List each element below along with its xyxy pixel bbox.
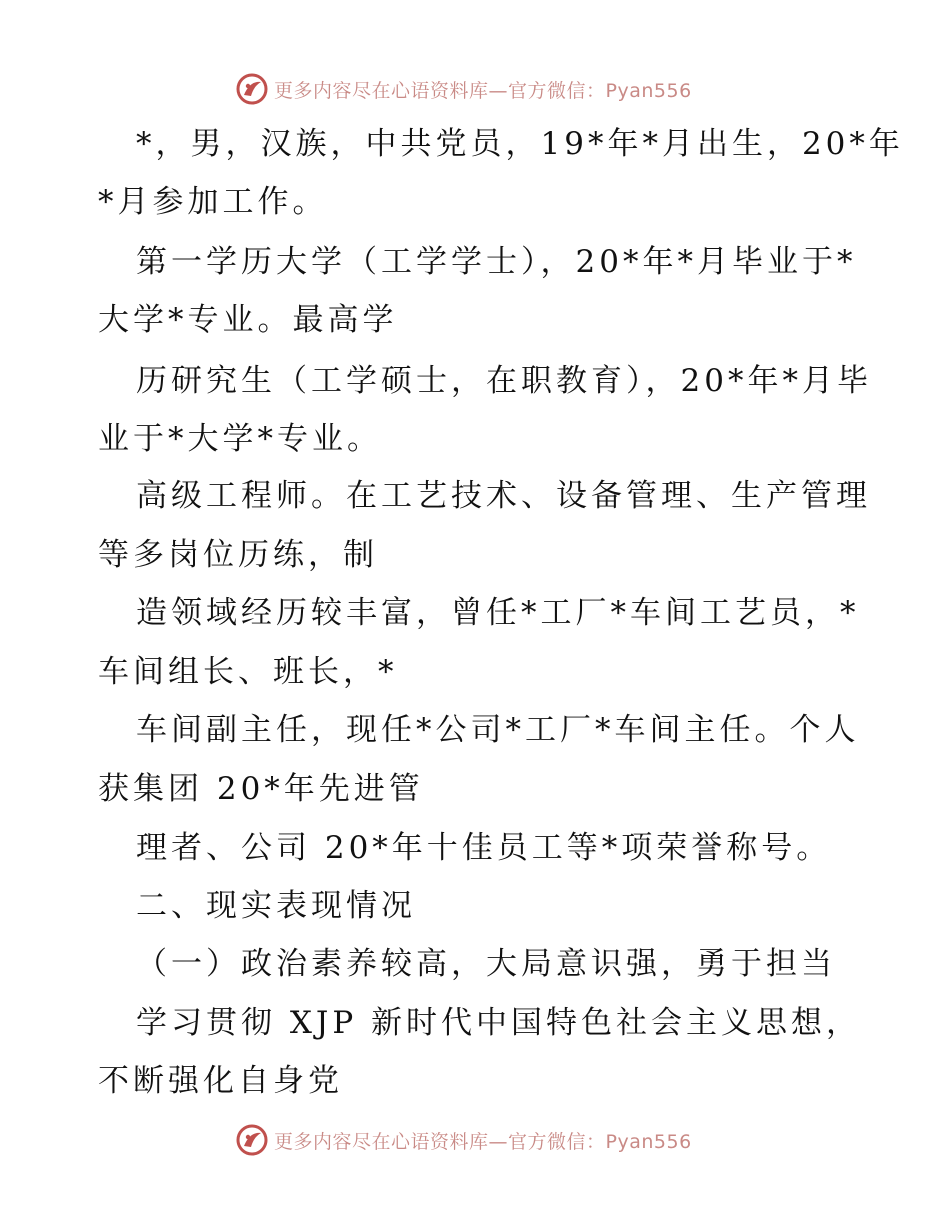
section-heading: 二、现实表现情况 — [136, 888, 416, 924]
text-line: 造领域经历较丰富，曾任*工厂*车间工艺员，* — [136, 595, 860, 631]
text-line: 等多岗位历练，制 — [98, 537, 378, 573]
watermark-text: 更多内容尽在心语资料库—官方微信：Pyan556 — [274, 79, 692, 102]
text-line: *，男，汉族，中共党员，19*年*月出生，20*年 — [136, 126, 904, 162]
text-line: 学习贯彻 XJP 新时代中国特色社会主义思想， — [136, 1005, 862, 1041]
text-line: 理者、公司 20*年十佳员工等*项荣誉称号。 — [136, 830, 832, 866]
text-line: 历研究生（工学硕士，在职教育），20*年*月毕 — [136, 363, 872, 399]
red-circular-logo-icon — [236, 1124, 268, 1156]
text-line: *月参加工作。 — [98, 184, 328, 220]
text-line: 获集团 20*年先进管 — [98, 771, 424, 807]
text-line: 高级工程师。在工艺技术、设备管理、生产管理 — [136, 478, 871, 514]
text-line: 不断强化自身党 — [98, 1063, 343, 1099]
subsection-heading: （一）政治素养较高，大局意识强，勇于担当 — [136, 946, 836, 982]
text-line: 车间副主任，现任*公司*工厂*车间主任。个人 — [136, 712, 860, 748]
red-circular-logo-icon — [236, 73, 268, 105]
watermark-header — [236, 72, 692, 106]
text-line: 车间组长、班长，* — [98, 654, 398, 690]
watermark-footer — [236, 1123, 692, 1157]
text-line: 第一学历大学（工学学士），20*年*月毕业于* — [136, 244, 857, 280]
text-line: 业于*大学*专业。 — [98, 421, 382, 457]
watermark-text: 更多内容尽在心语资料库—官方微信：Pyan556 — [274, 1130, 692, 1153]
text-line: 大学*专业。最高学 — [98, 302, 398, 338]
